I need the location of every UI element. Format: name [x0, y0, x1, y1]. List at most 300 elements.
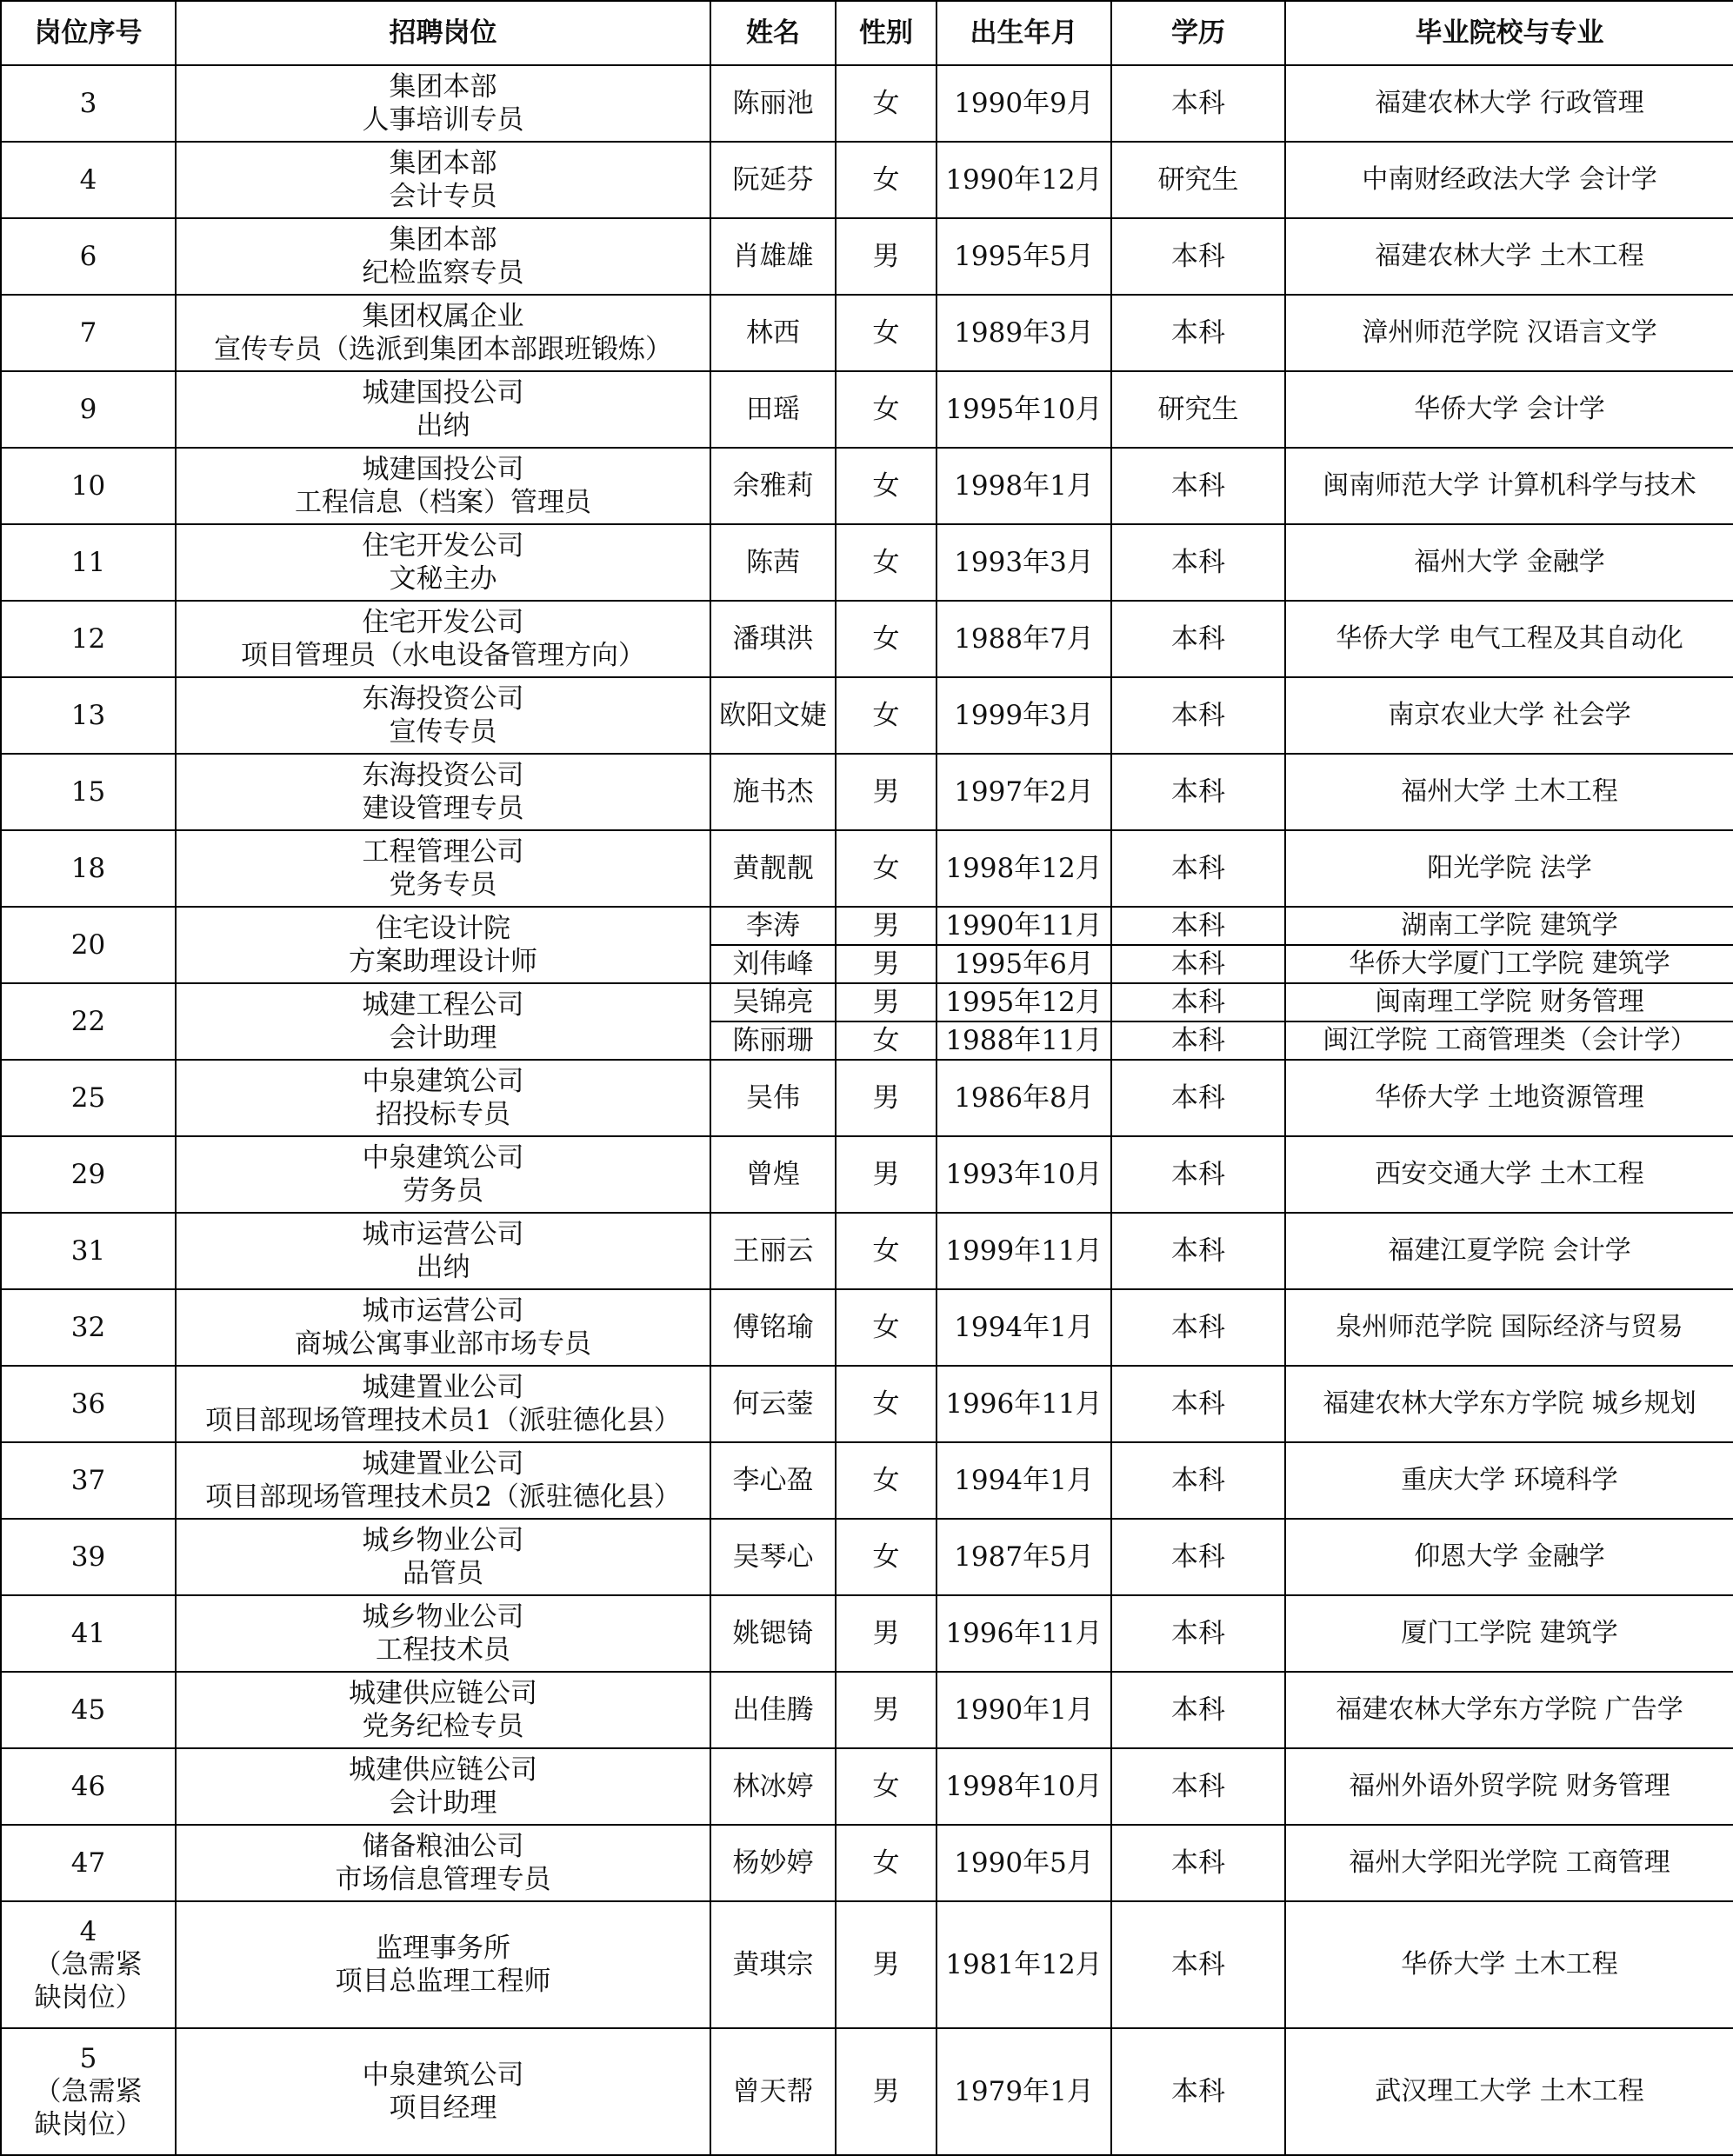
- table-row: [1, 142, 1733, 218]
- education: 本科: [1171, 1847, 1225, 1879]
- gender-cell: [836, 1442, 936, 1519]
- school-major-cell: [1285, 1748, 1733, 1825]
- birth-date-cell: [936, 601, 1111, 677]
- birth-date-cell: [936, 1366, 1111, 1442]
- birth-date-cell: [936, 1595, 1111, 1672]
- school-major: 闽南师范大学 计算机科学与技术: [1323, 470, 1696, 501]
- school-major: 福州大学阳光学院 工商管理: [1349, 1847, 1670, 1878]
- position-title: 项目部现场管理技术员1（派驻德化县）: [205, 1405, 681, 1436]
- school-major: 仰恩大学 金融学: [1414, 1541, 1605, 1572]
- table-row: [1, 1213, 1733, 1289]
- school-major: 福州外语外贸学院 财务管理: [1349, 1771, 1670, 1801]
- position-title: 建设管理专员: [362, 793, 524, 824]
- position-cell: [176, 142, 710, 218]
- school-major: 重庆大学 环境科学: [1401, 1465, 1618, 1495]
- education-cell: [1111, 1060, 1285, 1136]
- candidate-name: 林冰婷: [732, 1771, 814, 1802]
- education: 本科: [1171, 2076, 1225, 2107]
- education-cell: [1111, 1289, 1285, 1366]
- education-cell: [1111, 1595, 1285, 1672]
- education: 本科: [1171, 1388, 1225, 1420]
- birth-date: 1993年3月: [954, 547, 1094, 578]
- position-cell: [176, 907, 710, 983]
- gender: 女: [872, 1025, 900, 1056]
- gender-cell: [836, 65, 936, 142]
- education-cell: [1111, 1748, 1285, 1825]
- gender: 女: [872, 853, 900, 884]
- position-title: 品管员: [403, 1558, 483, 1589]
- position-unit: 中泉建筑公司: [362, 2060, 524, 2091]
- post-number: 39: [70, 1541, 106, 1573]
- position-unit: 城市运营公司: [362, 1219, 524, 1250]
- education-cell: [1111, 945, 1285, 983]
- position-cell: [176, 524, 710, 601]
- school-major: 福州大学 金融学: [1414, 547, 1605, 577]
- post-number: 29: [70, 1159, 106, 1190]
- education-cell: [1111, 142, 1285, 218]
- candidate-name: 曾天帮: [732, 2076, 814, 2107]
- gender: 男: [872, 1949, 900, 1980]
- post-number: 缺岗位）: [34, 1982, 143, 2013]
- table-row: [1, 295, 1733, 371]
- candidate-name: 余雅莉: [732, 470, 814, 502]
- post-number-cell: [1, 1672, 176, 1748]
- school-major: 湖南工学院 建筑学: [1401, 910, 1618, 941]
- post-number: （急需紧: [34, 2076, 143, 2107]
- post-number: 15: [70, 776, 106, 808]
- birth-date-cell: [936, 295, 1111, 371]
- gender-cell: [836, 1519, 936, 1595]
- gender: 女: [872, 1235, 900, 1267]
- gender-cell: [836, 448, 936, 524]
- position-title: 文秘主办: [389, 563, 497, 595]
- table-row: [1, 1748, 1733, 1825]
- school-major-cell: [1285, 1595, 1733, 1672]
- school-major: 福建农林大学东方学院 城乡规划: [1323, 1388, 1696, 1419]
- education-cell: [1111, 1021, 1285, 1060]
- education-cell: [1111, 65, 1285, 142]
- gender: 男: [872, 776, 900, 808]
- table-row: [1, 448, 1733, 524]
- post-number: 45: [70, 1694, 106, 1726]
- birth-date-cell: [936, 1825, 1111, 1901]
- post-number-cell: [1, 601, 176, 677]
- position-cell: [176, 371, 710, 448]
- gender-cell: [836, 1136, 936, 1213]
- birth-date: 1994年1月: [954, 1312, 1094, 1343]
- birth-date-cell: [936, 1442, 1111, 1519]
- education: 本科: [1171, 987, 1225, 1018]
- position-unit: 中泉建筑公司: [362, 1142, 524, 1174]
- candidate-name: 王丽云: [732, 1235, 814, 1267]
- position-cell: [176, 830, 710, 907]
- header-post-number: 岗位序号: [1, 1, 176, 65]
- post-number-cell: [1, 218, 176, 295]
- birth-date: 1990年12月: [945, 164, 1103, 196]
- school-major: 武汉理工大学 土木工程: [1375, 2076, 1644, 2106]
- school-major: 厦门工学院 建筑学: [1401, 1618, 1618, 1648]
- education: 本科: [1171, 470, 1225, 502]
- gender-cell: [836, 1289, 936, 1366]
- candidate-name: 李涛: [746, 910, 800, 942]
- gender: 男: [872, 1694, 900, 1726]
- gender-cell: [836, 1366, 936, 1442]
- education-cell: [1111, 448, 1285, 524]
- position-cell: [176, 65, 710, 142]
- school-major: 华侨大学 电气工程及其自动化: [1336, 623, 1683, 654]
- education: 本科: [1171, 1465, 1225, 1496]
- gender-cell: [836, 295, 936, 371]
- post-number-cell: [1, 1595, 176, 1672]
- position-unit: 城建供应链公司: [349, 1678, 537, 1709]
- table-row: [1, 524, 1733, 601]
- candidate-name-cell: [710, 1021, 836, 1060]
- education-cell: [1111, 295, 1285, 371]
- post-number-cell: [1, 65, 176, 142]
- header-education: 学历: [1111, 1, 1285, 65]
- school-major-cell: [1285, 1289, 1733, 1366]
- post-number-cell: [1, 983, 176, 1060]
- post-number: 46: [70, 1771, 106, 1802]
- birth-date: 1989年3月: [954, 317, 1094, 349]
- position-unit: 城建置业公司: [362, 1448, 524, 1480]
- birth-date-cell: [936, 945, 1111, 983]
- post-number-cell: [1, 1901, 176, 2028]
- birth-date-cell: [936, 830, 1111, 907]
- position-title: 纪检监察专员: [362, 257, 524, 289]
- birth-date-cell: [936, 2028, 1111, 2155]
- position-cell: [176, 1595, 710, 1672]
- birth-date: 1986年8月: [954, 1082, 1094, 1114]
- birth-date: 1990年11月: [945, 910, 1103, 942]
- education: 本科: [1171, 1618, 1225, 1649]
- education-cell: [1111, 524, 1285, 601]
- position-unit: 东海投资公司: [362, 760, 524, 791]
- gender-cell: [836, 1021, 936, 1060]
- gender-cell: [836, 1825, 936, 1901]
- candidate-name-cell: [710, 601, 836, 677]
- candidate-name: 欧阳文婕: [719, 700, 827, 731]
- birth-date-cell: [936, 524, 1111, 601]
- candidate-name-cell: [710, 907, 836, 945]
- education: 本科: [1171, 547, 1225, 578]
- position-unit: 监理事务所: [376, 1933, 510, 1964]
- candidate-name-cell: [710, 448, 836, 524]
- school-major-cell: [1285, 1213, 1733, 1289]
- position-cell: [176, 1825, 710, 1901]
- candidate-name-cell: [710, 1366, 836, 1442]
- gender: 女: [872, 317, 900, 349]
- education-cell: [1111, 1901, 1285, 2028]
- position-unit: 住宅设计院: [376, 913, 510, 944]
- position-cell: [176, 1672, 710, 1748]
- post-number-cell: [1, 754, 176, 830]
- school-major: 福建农林大学 土木工程: [1375, 241, 1644, 271]
- position-title: 党务纪检专员: [362, 1711, 524, 1742]
- gender: 男: [872, 241, 900, 272]
- gender-cell: [836, 1748, 936, 1825]
- table-row: [1, 1366, 1733, 1442]
- candidate-name: 李心盈: [732, 1465, 814, 1496]
- post-number: （急需紧: [34, 1949, 143, 1980]
- position-unit: 城乡物业公司: [362, 1525, 524, 1556]
- position-title: 党务专员: [389, 869, 497, 901]
- post-number: 47: [70, 1847, 106, 1879]
- post-number-cell: [1, 295, 176, 371]
- position-title: 会计专员: [389, 181, 497, 212]
- birth-date: 1998年12月: [945, 853, 1103, 884]
- post-number: 18: [70, 853, 106, 884]
- education-cell: [1111, 983, 1285, 1021]
- post-number: 31: [70, 1235, 106, 1267]
- candidate-name-cell: [710, 1136, 836, 1213]
- gender: 女: [872, 164, 900, 196]
- gender: 女: [872, 623, 900, 655]
- position-cell: [176, 295, 710, 371]
- candidate-name: 林西: [746, 317, 800, 349]
- post-number-cell: [1, 2028, 176, 2155]
- position-cell: [176, 601, 710, 677]
- post-number-cell: [1, 1289, 176, 1366]
- school-major: 泉州师范学院 国际经济与贸易: [1336, 1312, 1683, 1342]
- candidate-name-cell: [710, 1901, 836, 2028]
- birth-date-cell: [936, 983, 1111, 1021]
- candidate-name: 施书杰: [732, 776, 814, 808]
- education: 本科: [1171, 910, 1225, 942]
- table-row: [1, 677, 1733, 754]
- birth-date: 1988年11月: [945, 1025, 1103, 1056]
- position-unit: 集团本部: [389, 148, 497, 179]
- birth-date: 1995年12月: [945, 987, 1103, 1018]
- candidate-name: 潘琪洪: [732, 623, 814, 655]
- education: 研究生: [1157, 164, 1239, 196]
- birth-date-cell: [936, 218, 1111, 295]
- school-major-cell: [1285, 1136, 1733, 1213]
- post-number-cell: [1, 1136, 176, 1213]
- candidate-name-cell: [710, 218, 836, 295]
- position-cell: [176, 983, 710, 1060]
- school-major-cell: [1285, 1825, 1733, 1901]
- post-number: 36: [70, 1388, 106, 1420]
- school-major-cell: [1285, 945, 1733, 983]
- school-major: 华侨大学厦门工学院 建筑学: [1349, 948, 1670, 979]
- candidate-name-cell: [710, 1060, 836, 1136]
- post-number: 13: [70, 700, 106, 731]
- school-major: 华侨大学 土地资源管理: [1375, 1082, 1644, 1113]
- gender-cell: [836, 1060, 936, 1136]
- education-cell: [1111, 1825, 1285, 1901]
- position-title: 招投标专员: [376, 1099, 510, 1130]
- candidate-name-cell: [710, 677, 836, 754]
- education-cell: [1111, 1672, 1285, 1748]
- post-number: 10: [70, 470, 106, 502]
- education: 本科: [1171, 1159, 1225, 1190]
- post-number-cell: [1, 1366, 176, 1442]
- gender-cell: [836, 1595, 936, 1672]
- candidate-name: 肖雄雄: [732, 241, 814, 272]
- birth-date: 1981年12月: [945, 1949, 1103, 1980]
- candidate-name-cell: [710, 830, 836, 907]
- school-major-cell: [1285, 754, 1733, 830]
- gender-cell: [836, 2028, 936, 2155]
- gender-cell: [836, 1672, 936, 1748]
- table-row: [1, 1595, 1733, 1672]
- school-major: 南京农业大学 社会学: [1388, 700, 1631, 730]
- post-number: 22: [70, 1006, 106, 1037]
- birth-date-cell: [936, 1672, 1111, 1748]
- candidate-name-cell: [710, 1213, 836, 1289]
- position-title: 项目总监理工程师: [335, 1966, 551, 1997]
- gender-cell: [836, 907, 936, 945]
- table-row: [1, 65, 1733, 142]
- education: 本科: [1171, 241, 1225, 272]
- gender-cell: [836, 218, 936, 295]
- school-major-cell: [1285, 1021, 1733, 1060]
- school-major-cell: [1285, 1442, 1733, 1519]
- candidate-name: 吴锦亮: [732, 987, 814, 1018]
- birth-date-cell: [936, 1060, 1111, 1136]
- school-major-cell: [1285, 907, 1733, 945]
- gender: 女: [872, 1388, 900, 1420]
- post-number: 缺岗位）: [34, 2109, 143, 2140]
- position-title: 会计助理: [389, 1787, 497, 1819]
- position-title: 工程信息（档案）管理员: [295, 487, 591, 518]
- gender: 女: [872, 1771, 900, 1802]
- education: 本科: [1171, 853, 1225, 884]
- position-title: 出纳: [416, 410, 470, 442]
- position-title: 宣传专员: [389, 716, 497, 748]
- gender: 女: [872, 1541, 900, 1573]
- education-cell: [1111, 1519, 1285, 1595]
- education-cell: [1111, 218, 1285, 295]
- candidate-name: 杨妙婷: [732, 1847, 814, 1879]
- post-number-cell: [1, 907, 176, 983]
- birth-date-cell: [936, 371, 1111, 448]
- candidate-name-cell: [710, 65, 836, 142]
- school-major-cell: [1285, 371, 1733, 448]
- candidate-name: 黄琪宗: [732, 1949, 814, 1980]
- birth-date: 1999年11月: [945, 1235, 1103, 1267]
- position-cell: [176, 218, 710, 295]
- education: 本科: [1171, 700, 1225, 731]
- school-major: 福建农林大学 行政管理: [1375, 88, 1644, 118]
- birth-date-cell: [936, 1213, 1111, 1289]
- birth-date: 1990年5月: [954, 1847, 1094, 1879]
- school-major: 中南财经政法大学 会计学: [1362, 164, 1657, 195]
- candidate-name: 田瑶: [746, 394, 800, 425]
- gender-cell: [836, 371, 936, 448]
- header-gender: 性别: [836, 1, 936, 65]
- table-row: [1, 1825, 1733, 1901]
- post-number: 11: [70, 547, 106, 578]
- table-row: [1, 983, 1733, 1021]
- post-number-cell: [1, 830, 176, 907]
- post-number-cell: [1, 1825, 176, 1901]
- gender-cell: [836, 754, 936, 830]
- birth-date: 1988年7月: [954, 623, 1094, 655]
- school-major-cell: [1285, 1901, 1733, 2028]
- education: 本科: [1171, 776, 1225, 808]
- candidate-name-cell: [710, 2028, 836, 2155]
- candidate-name: 阮延芬: [732, 164, 814, 196]
- position-title: 出纳: [416, 1252, 470, 1283]
- birth-date-cell: [936, 142, 1111, 218]
- birth-date: 1998年10月: [945, 1771, 1103, 1802]
- birth-date: 1995年10月: [945, 394, 1103, 425]
- post-number-cell: [1, 371, 176, 448]
- post-number: 3: [79, 88, 97, 119]
- position-title: 项目管理员（水电设备管理方向）: [241, 640, 645, 671]
- school-major: 闽江学院 工商管理类（会计学）: [1323, 1025, 1696, 1055]
- education-cell: [1111, 1366, 1285, 1442]
- table-row: [1, 1519, 1733, 1595]
- position-cell: [176, 677, 710, 754]
- table-row: [1, 1289, 1733, 1366]
- gender-cell: [836, 1901, 936, 2028]
- candidate-name-cell: [710, 1748, 836, 1825]
- header-school-major: 毕业院校与专业: [1285, 1, 1733, 65]
- candidate-name: 吴琴心: [732, 1541, 814, 1573]
- table-row: [1, 601, 1733, 677]
- gender: 女: [872, 700, 900, 731]
- table-row: [1, 371, 1733, 448]
- candidate-name: 姚锶锜: [732, 1618, 814, 1649]
- birth-date: 1995年6月: [954, 948, 1094, 980]
- position-cell: [176, 1901, 710, 2028]
- gender: 男: [872, 1082, 900, 1114]
- education-cell: [1111, 371, 1285, 448]
- candidate-name: 黄靓靓: [732, 853, 814, 884]
- gender: 女: [872, 1312, 900, 1343]
- education-cell: [1111, 907, 1285, 945]
- school-major: 华侨大学 土木工程: [1401, 1949, 1618, 1980]
- school-major-cell: [1285, 218, 1733, 295]
- birth-date: 1999年3月: [954, 700, 1094, 731]
- education-cell: [1111, 754, 1285, 830]
- post-number-cell: [1, 524, 176, 601]
- header-row: [1, 1, 1733, 65]
- candidate-name-cell: [710, 1519, 836, 1595]
- education: 本科: [1171, 1235, 1225, 1267]
- gender-cell: [836, 524, 936, 601]
- gender: 男: [872, 987, 900, 1018]
- post-number-cell: [1, 677, 176, 754]
- post-number: 7: [79, 317, 97, 349]
- position-title: 市场信息管理专员: [335, 1864, 551, 1895]
- education: 本科: [1171, 1312, 1225, 1343]
- post-number: 37: [70, 1465, 106, 1496]
- education: 本科: [1171, 623, 1225, 655]
- school-major-cell: [1285, 1060, 1733, 1136]
- school-major-cell: [1285, 65, 1733, 142]
- header-position: 招聘岗位: [176, 1, 710, 65]
- birth-date-cell: [936, 1289, 1111, 1366]
- position-unit: 工程管理公司: [362, 836, 524, 868]
- school-major-cell: [1285, 1672, 1733, 1748]
- position-unit: 集团本部: [389, 71, 497, 103]
- gender: 女: [872, 88, 900, 119]
- birth-date: 1996年11月: [945, 1388, 1103, 1420]
- table-row: [1, 907, 1733, 945]
- position-cell: [176, 1366, 710, 1442]
- table-row: [1, 1136, 1733, 1213]
- position-cell: [176, 448, 710, 524]
- birth-date-cell: [936, 1748, 1111, 1825]
- position-title: 项目部现场管理技术员2（派驻德化县）: [205, 1481, 681, 1513]
- school-major: 福建江夏学院 会计学: [1388, 1235, 1631, 1266]
- post-number-cell: [1, 448, 176, 524]
- post-number-cell: [1, 1519, 176, 1595]
